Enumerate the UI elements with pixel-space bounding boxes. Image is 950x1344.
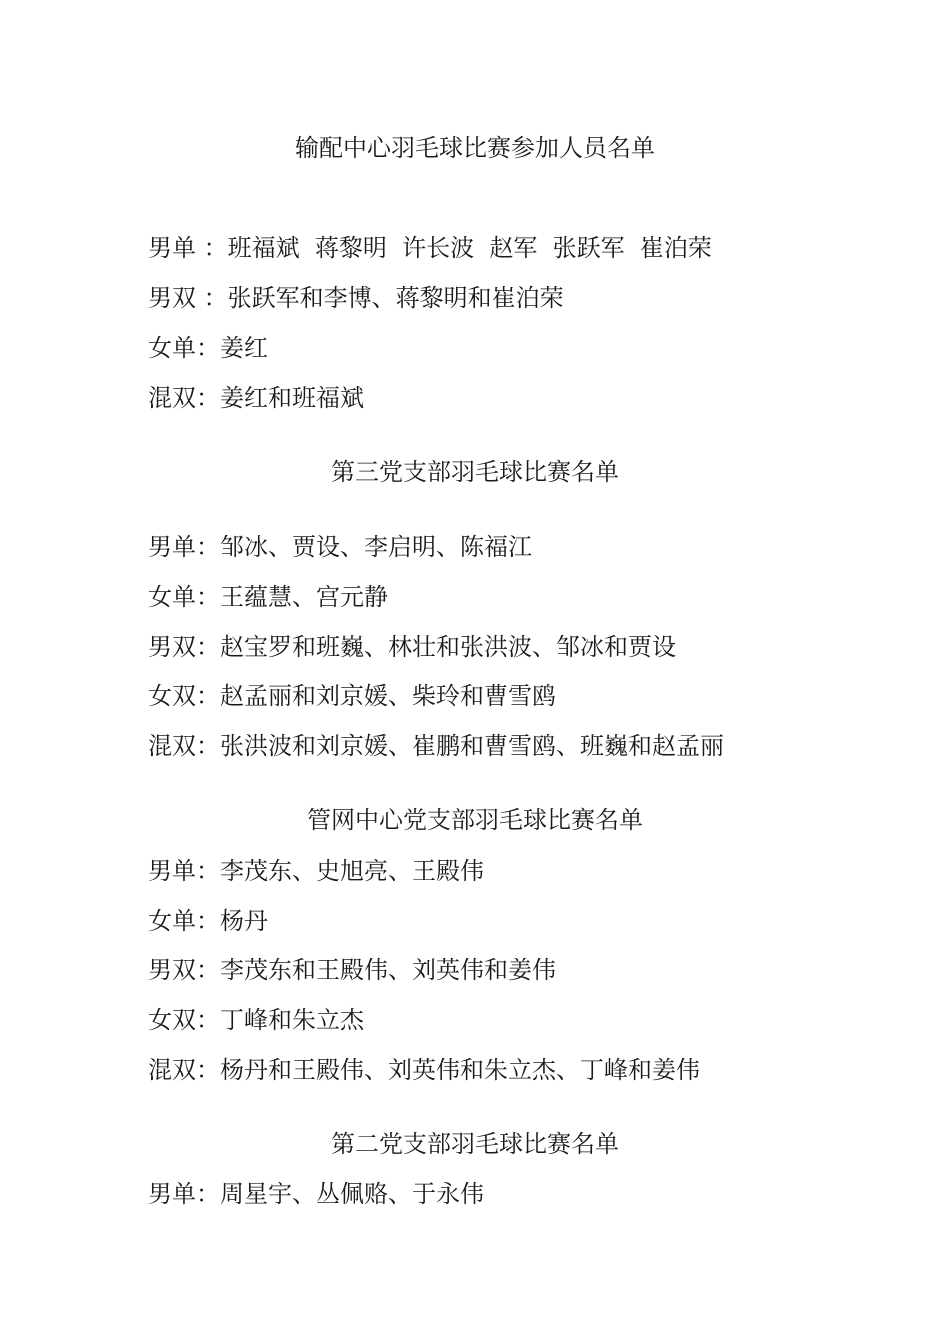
category-label: 混双： (148, 384, 220, 412)
participants: 王蕴慧、宫元静 (220, 583, 388, 611)
category-label: 男双： (148, 956, 220, 984)
participants: 李茂东和王殿伟、刘英伟和姜伟 (220, 956, 556, 984)
participants: 丁峰和朱立杰 (220, 1006, 364, 1034)
list-item (148, 232, 712, 264)
list-item (148, 1004, 364, 1036)
participants: 张洪波和刘京媛、崔鹏和曹雪鸥、班巍和赵孟丽 (220, 732, 724, 760)
participants: 姜红和班福斌 (220, 384, 364, 412)
list-item (148, 282, 564, 314)
list-item (148, 855, 484, 887)
category-label: 女单： (148, 907, 220, 935)
list-item (148, 730, 724, 762)
category-label: 混双： (148, 1056, 220, 1084)
category-label: 男单： (148, 533, 220, 561)
list-item (148, 1054, 700, 1086)
participants: 张跃军和李博、蒋黎明和崔泊荣 (227, 284, 564, 312)
category-label: 男双： (148, 633, 220, 661)
participants: 赵孟丽和刘京媛、柴玲和曹雪鸥 (220, 682, 556, 710)
participants: 赵宝罗和班巍、林壮和张洪波、邹冰和贾设 (220, 633, 676, 661)
section-title: 管网中心党支部羽毛球比赛名单 (307, 806, 643, 834)
category-label: 混双： (148, 732, 220, 760)
category-label: 女单： (148, 583, 220, 611)
list-item (148, 332, 268, 364)
list-item (148, 1178, 484, 1210)
participants: 姜红 (220, 334, 268, 362)
category-label: 女双： (148, 1006, 220, 1034)
category-label: 女单： (148, 334, 220, 362)
participants: 周星宇、丛佩赂、于永伟 (220, 1180, 484, 1208)
list-item (148, 382, 364, 414)
section-title: 输配中心羽毛球比赛参加人员名单 (295, 134, 655, 162)
participants: 邹冰、贾设、李启明、陈福江 (220, 533, 532, 561)
list-item (148, 531, 532, 563)
section-title: 第三党支部羽毛球比赛名单 (331, 458, 619, 486)
list-item (148, 954, 556, 986)
list-item (148, 680, 556, 712)
section-title: 第二党支部羽毛球比赛名单 (331, 1130, 619, 1158)
category-label: 男单 ： (148, 234, 228, 262)
list-item (148, 905, 268, 937)
category-label: 男单： (148, 1180, 220, 1208)
list-item (148, 631, 676, 663)
participants: 杨丹和王殿伟、刘英伟和朱立杰、丁峰和姜伟 (220, 1056, 700, 1084)
category-label: 男单： (148, 857, 220, 885)
participants: 班福斌 蒋黎明 许长波 赵军 张跃军 崔泊荣 (227, 234, 712, 262)
category-label: 男双 ： (148, 284, 228, 312)
participants: 李茂东、史旭亮、王殿伟 (220, 857, 484, 885)
category-label: 女双： (148, 682, 220, 710)
list-item (148, 581, 388, 613)
participants: 杨丹 (220, 907, 268, 935)
